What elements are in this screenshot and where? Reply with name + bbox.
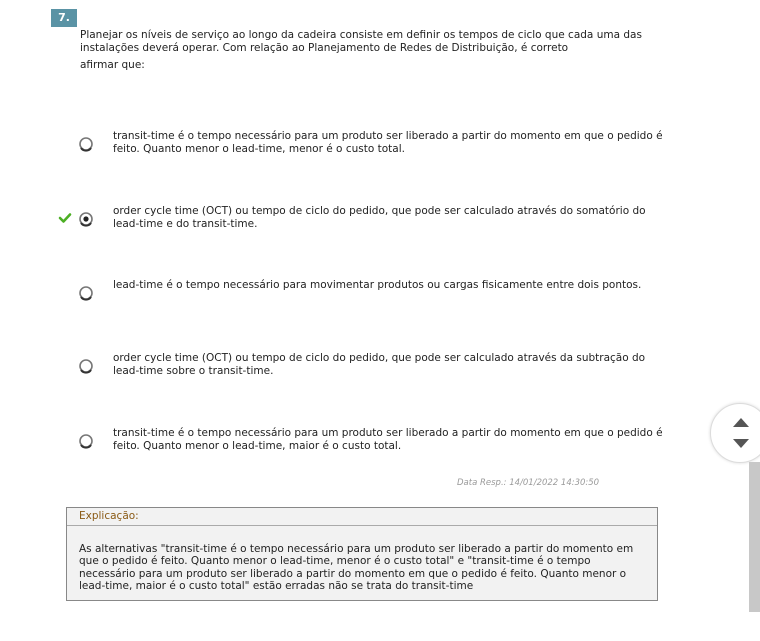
- correct-check-icon: [58, 211, 72, 225]
- scroll-nav-control: [710, 403, 760, 463]
- answer-date: Data Resp.: 14/01/2022 14:30:50: [457, 478, 600, 488]
- scrollbar-thumb[interactable]: [749, 462, 760, 612]
- radio-button-icon[interactable]: [78, 285, 94, 301]
- radio-button-icon[interactable]: [78, 358, 94, 374]
- question-text-last: afirmar que:: [80, 59, 145, 71]
- answer-option-text: transit-time é o tempo necessário para um produto ser liberado a partir do momento em que o pedido é feito. Quanto menor o lead-time, menor é o custo total.: [113, 130, 663, 155]
- answer-option-text: order cycle time (OCT) ou tempo de ciclo do pedido, que pode ser calculado através do somatório do lead-time e do transit-time.: [113, 205, 646, 230]
- radio-button-selected-icon[interactable]: [78, 211, 94, 227]
- answer-option-1[interactable]: [0, 130, 700, 160]
- explanation-box: [66, 507, 658, 601]
- radio-button-icon[interactable]: [78, 136, 94, 152]
- question-text-main: Planejar os níveis de serviço ao longo da cadeira consiste em definir os tempos de ciclo que cada uma das instalações deverá operar. Com relação ao Planejamento de Redes de Distribuição, é correto: [80, 29, 642, 54]
- chevron-down-icon[interactable]: [731, 438, 751, 450]
- answer-option-4[interactable]: [0, 352, 700, 382]
- answer-option-text: lead-time é o tempo necessário para movimentar produtos ou cargas fisicamente entre dois pontos.: [113, 279, 642, 291]
- chevron-up-icon[interactable]: [731, 416, 751, 428]
- explanation-title: Explicação:: [67, 508, 657, 526]
- answer-option-2[interactable]: [0, 205, 700, 235]
- question-number-badge: 7.: [51, 9, 77, 27]
- radio-button-icon[interactable]: [78, 433, 94, 449]
- answer-option-3[interactable]: [0, 279, 700, 309]
- answer-option-5[interactable]: [0, 427, 700, 457]
- question-text: [80, 29, 680, 72]
- explanation-text: As alternativas "transit-time é o tempo necessário para um produto ser liberado a partir do momento em que o pedido é feito. Quanto menor o lead-time, menor é o custo total" e "transit-time é o tempo necessário para um produto ser liberado a partir do momento em que o pedido é feito. Quanto menor o lead-time, maior é o custo total" estão erradas não se trata do transit-time: [79, 543, 634, 593]
- answer-option-text: transit-time é o tempo necessário para um produto ser liberado a partir do momento em que o pedido é feito. Quanto menor o lead-time, maior é o custo total.: [113, 427, 663, 452]
- answer-option-text: order cycle time (OCT) ou tempo de ciclo do pedido, que pode ser calculado através da subtração do lead-time sobre o transit-time.: [113, 352, 646, 377]
